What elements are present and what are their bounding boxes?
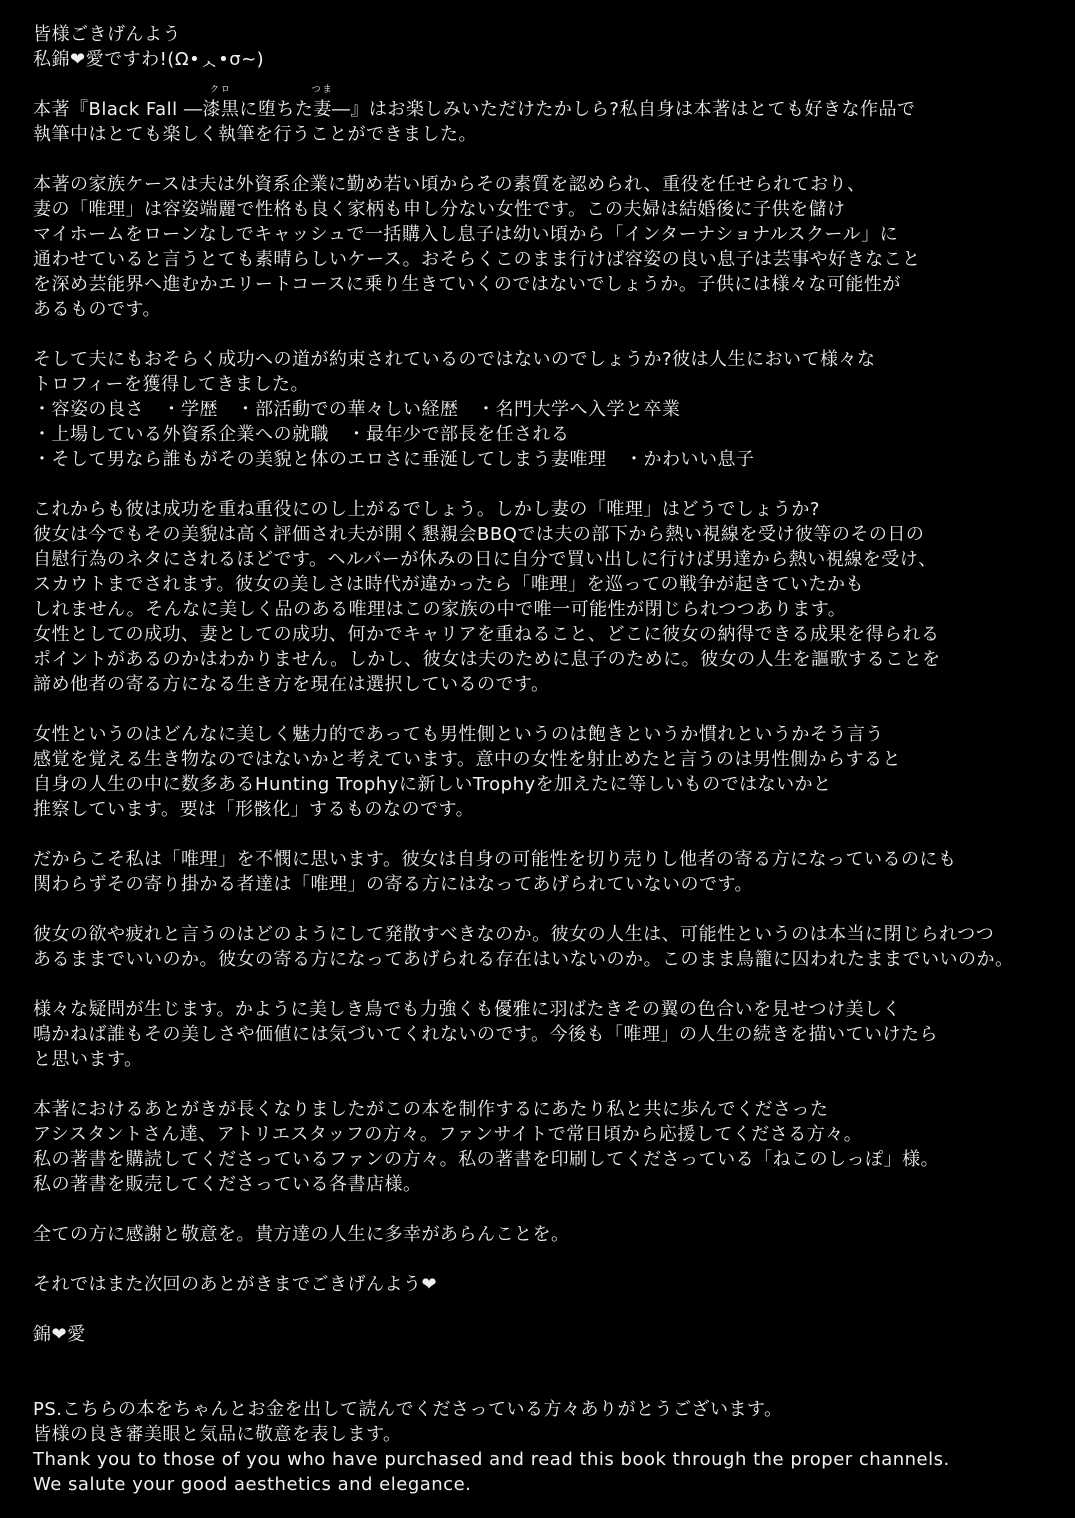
text-line: これからも彼は成功を重ね重役にのし上がるでしょう。しかし妻の「唯理」はどうでしょうか? — [33, 499, 820, 520]
text-line: Thank you to those of you who have purchased and read this book through the proper channels. — [33, 1449, 950, 1470]
paragraph-acknowledgements — [33, 1097, 1055, 1197]
text-line: PS.こちらの本をちゃんとお金を出して読んでくださっている方々ありがとうございます。 — [33, 1399, 783, 1420]
paragraph-postscript — [33, 1397, 1055, 1497]
text-line: あるままでいいのか。彼女の寄る方になってあげられる存在はいないのか。このまま鳥籠に囚われたままでいいのか。 — [33, 949, 1014, 970]
text-line: 通わせていると言うとても素晴らしいケース。おそらくこのまま行けば容姿の良い息子は芸事や好きなこと — [33, 249, 921, 270]
text-line: 妻の「唯理」は容姿端麗で性格も良く家柄も申し分ない女性です。この夫婦は結婚後に子供を儲け — [33, 199, 846, 220]
text-line: 関わらずその寄り掛かる者達は「唯理」の寄る方にはなってあげられていないのです。 — [33, 874, 754, 895]
text-line: 彼女の欲や疲れと言うのはどのようにして発散すべきなのか。彼女の人生は、可能性というのは本当に閉じられつつ — [33, 924, 995, 945]
signature — [33, 1322, 1055, 1347]
greeting — [33, 22, 1055, 72]
text-line: それではまた次回のあとがきまでごきげんよう❤ — [33, 1274, 438, 1295]
text-line: 私の著書を購読してくださっているファンの方々。私の著書を印刷してくださっている「ねこのしっぽ」様。 — [33, 1149, 940, 1170]
greeting-line-1: 皆様ごきげんよう — [33, 24, 181, 45]
text-line: We salute your good aesthetics and elegance. — [33, 1474, 472, 1495]
text-line: ポイントがあるのかはわかりません。しかし、彼女は夫のために息子のために。彼女の人生を謳歌することを — [33, 649, 941, 670]
paragraph-pity — [33, 847, 1055, 897]
paragraph-yuiri-possibilities — [33, 497, 1055, 697]
text-line: 推察しています。要は「形骸化」するものなのです。 — [33, 799, 475, 820]
paragraph-family-case — [33, 172, 1055, 322]
text-line: アシスタントさん達、アトリエスタッフの方々。ファンサイトで常日頃から応援してくださる方々。 — [33, 1124, 863, 1145]
paragraph-farewell — [33, 1272, 1055, 1297]
book-title-line — [33, 85, 1055, 122]
text-line: あるものです。 — [33, 299, 162, 320]
text-line: しれません。そんなに美しく品のある唯理はこの家族の中で唯一可能性が閉じられつつあります。 — [33, 599, 847, 620]
text-line: スカウトまでされます。彼女の美しさは時代が違かったら「唯理」を巡っての戦争が起きていたかも — [33, 574, 865, 595]
paragraph-gratitude — [33, 1222, 1055, 1247]
furigana-tsuma: つま — [311, 85, 334, 95]
text-line: そして夫にもおそらく成功への道が約束されているのではないのでしょうか?彼は人生において様々な — [33, 349, 876, 370]
ruby-base-shikkoku: 漆黒 — [202, 99, 240, 120]
book-title-mid: に堕ちた — [239, 99, 314, 120]
ruby-base-tsuma: 妻 — [313, 99, 332, 120]
text-line: 本著の家族ケースは夫は外資系企業に勤め若い頃からその素質を認められ、重役を任せられており、 — [33, 174, 866, 195]
book-intro — [33, 85, 1055, 147]
text-line: 私の著書を販売してくださっている各書店様。 — [33, 1174, 422, 1195]
text-line: 本著におけるあとがきが長くなりましたがこの本を制作するにあたり私と共に歩んでくださった — [33, 1099, 829, 1120]
text-line: トロフィーを獲得してきました。 — [33, 374, 310, 395]
greeting-line-2: 私錦❤愛ですわ!(Ω•ᆺ•σ~) — [33, 49, 265, 70]
text-line: 自身の人生の中に数多あるHunting Trophyに新しいTrophyを加えたに等しいものではないかと — [33, 774, 832, 795]
paragraph-questions — [33, 922, 1055, 972]
text-line: 彼女は今でもその美貌は高く評価され夫が開く懇親会BBQでは夫の部下から熱い視線を受け彼等のその日の — [33, 524, 925, 545]
text-line: ・そして男なら誰もがその美貌と体のエロさに垂涎してしまう妻唯理 ・かわいい息子 — [33, 449, 755, 470]
book-title-post: ―』はお楽しみいただけたかしら?私自身は本著はとても好きな作品で — [331, 99, 916, 120]
text-line: マイホームをローンなしでキャッシュで一括購入し息子は幼い頃から「インターナショナルスクール」に — [33, 224, 899, 245]
text-line: だからこそ私は「唯理」を不憫に思います。彼女は自身の可能性を切り売りし他者の寄る方になっているのにも — [33, 849, 957, 870]
text-line: ・容姿の良さ ・学歴 ・部活動での華々しい経歴 ・名門大学へ入学と卒業 — [33, 399, 681, 420]
text-line: 鳴かねば誰もその美しさや価値には気づいてくれないのです。今後も「唯理」の人生の続きを描いていけたら — [33, 1024, 939, 1045]
furigana-kuro: クロ — [209, 85, 232, 95]
book-title-pre: 本著『Black Fall ― — [33, 99, 203, 120]
paragraph-caged-bird — [33, 997, 1055, 1072]
text-line: 女性というのはどんなに美しく魅力的であっても男性側というのは飽きというか慣れというかそう言う — [33, 724, 884, 745]
paragraph-hunting-trophy — [33, 722, 1055, 822]
text-line: と思います。 — [33, 1049, 143, 1070]
text-line: ・上場している外資系企業への就職 ・最年少で部長を任される — [33, 424, 570, 445]
text-line: 自慰行為のネタにされるほどです。ヘルパーが休みの日に自分で買い出しに行けば男達から熱い視線を受け、 — [33, 549, 937, 570]
ruby-shikkoku — [202, 85, 240, 122]
text-line: 全ての方に感謝と敬意を。貴方達の人生に多幸があらんことを。 — [33, 1224, 570, 1245]
text-line: 錦❤愛 — [33, 1324, 86, 1345]
text-line: 様々な疑問が生じます。かように美しき鳥でも力強くも優雅に羽ばたきその翼の色合いを見せつけ美しく — [33, 999, 902, 1020]
text-line: 皆様の良き審美眼と気品に敬意を表します。 — [33, 1424, 402, 1445]
paragraph-husband-trophies — [33, 347, 1055, 472]
ruby-tsuma — [311, 85, 334, 122]
text-line: 感覚を覚える生き物なのではないかと考えています。意中の女性を射止めたと言うのは男性側からすると — [33, 749, 902, 770]
text-line: を深め芸能界へ進むかエリートコースに乗り生きていくのではないでしょうか。子供には様々な可能性が — [33, 274, 901, 295]
book-intro-line-2: 執筆中はとても楽しく執筆を行うことができました。 — [33, 124, 477, 145]
text-line: 女性としての成功、妻としての成功、何かでキャリアを重ねること、どこに彼女の納得できる成果を得られる — [33, 624, 940, 645]
text-line: 諦め他者の寄る方になる生き方を現在は選択しているのです。 — [33, 674, 550, 695]
